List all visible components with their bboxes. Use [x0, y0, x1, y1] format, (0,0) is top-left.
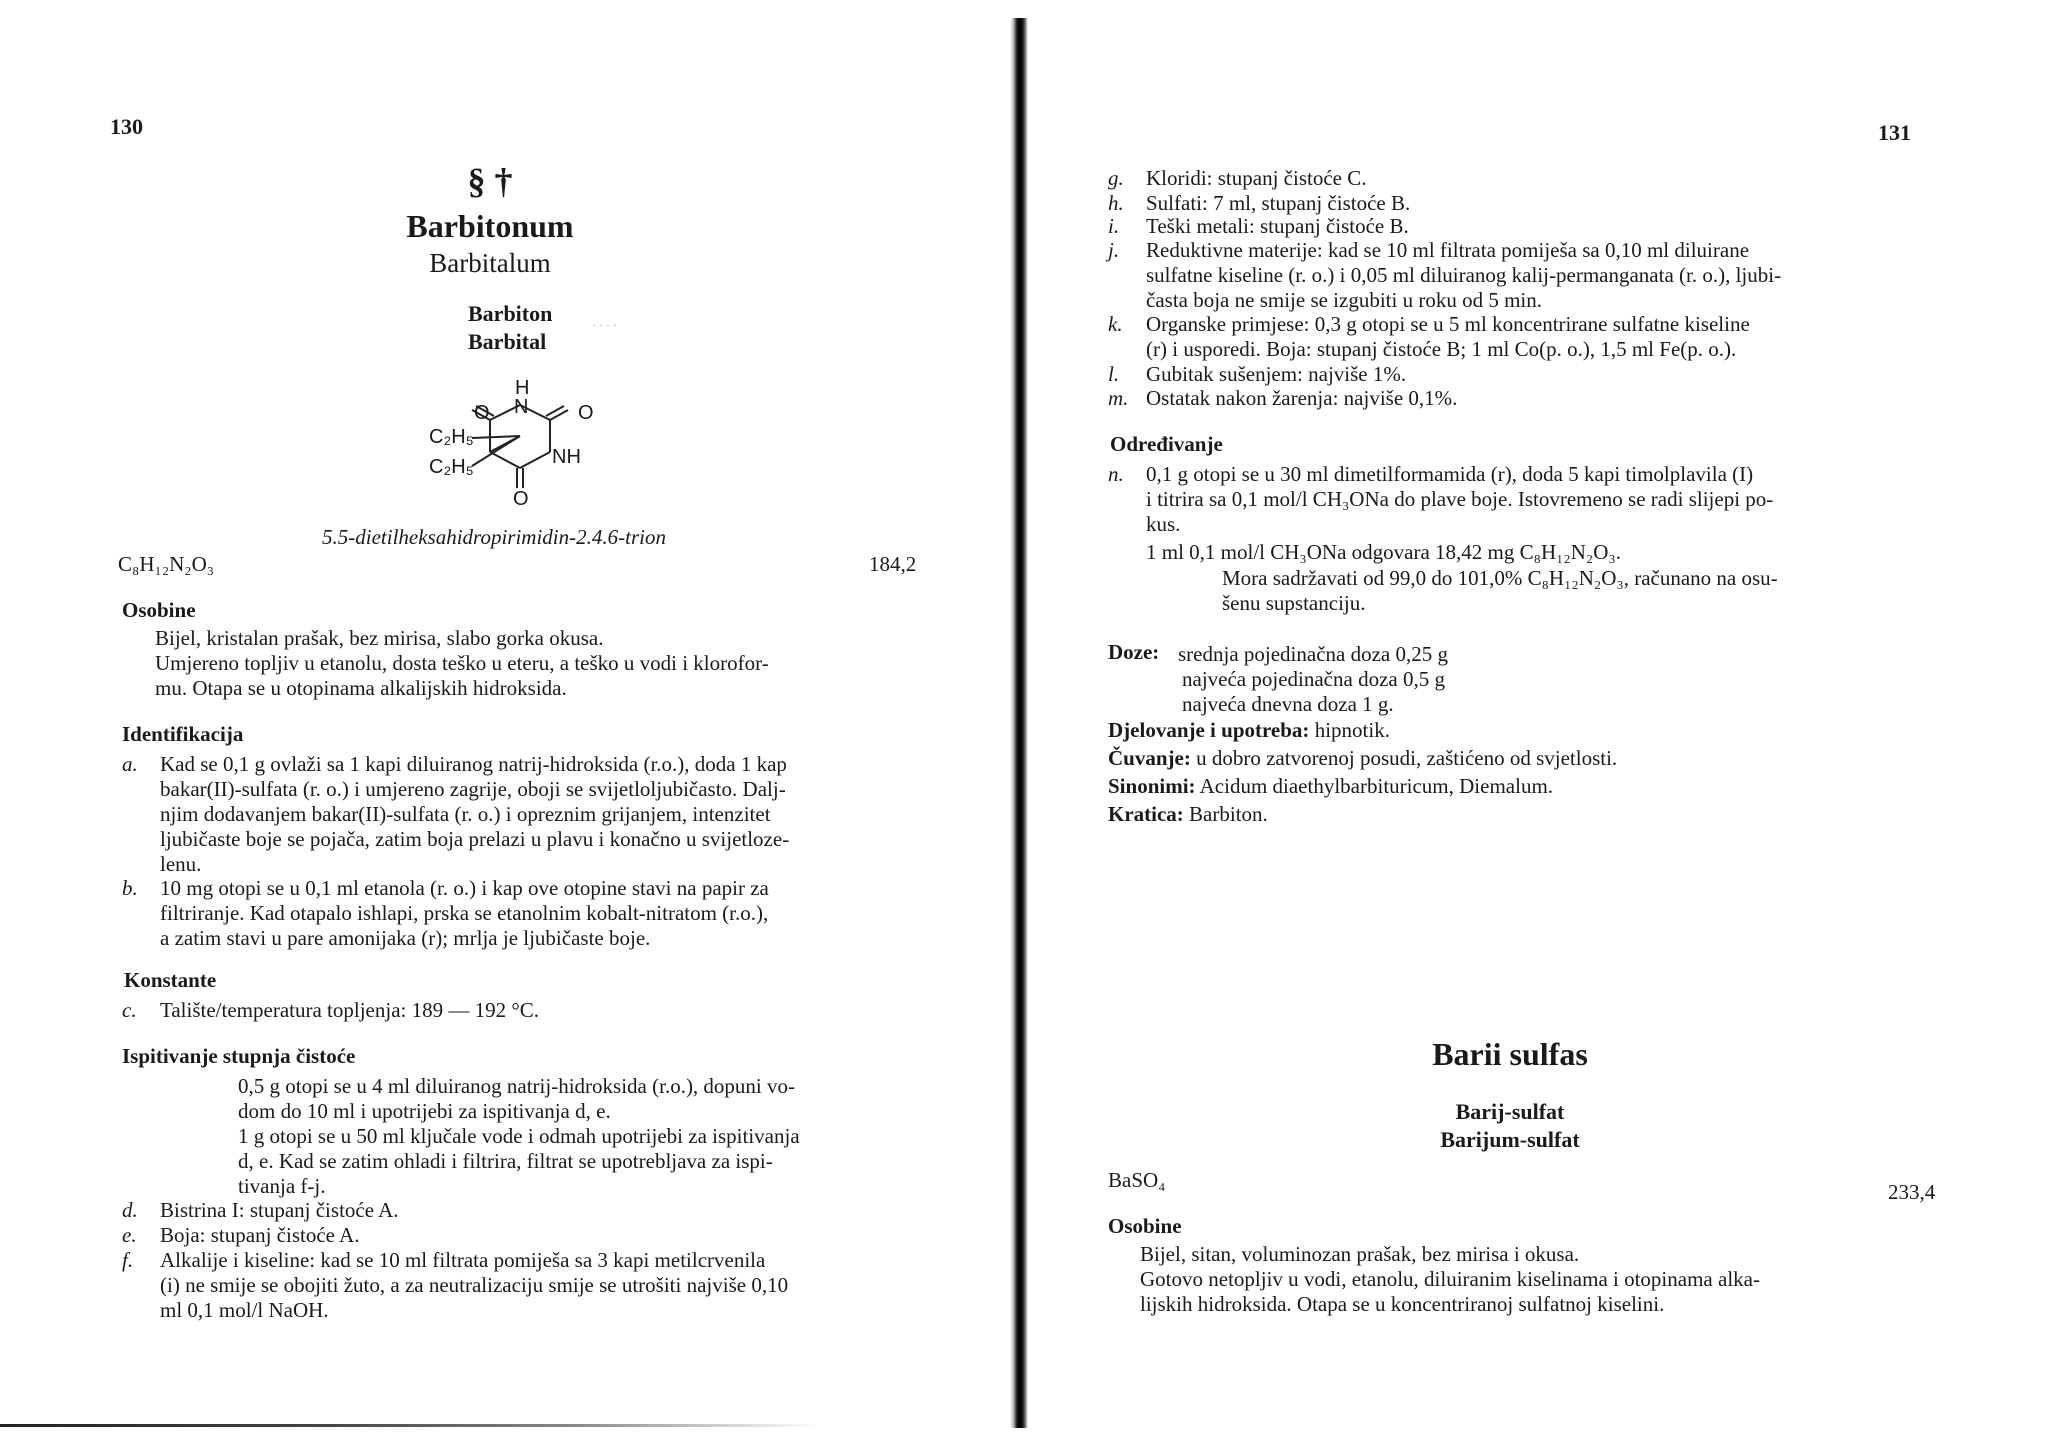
- barii-formula: BaSO₄: [1108, 1168, 1166, 1192]
- item-label: a.: [122, 752, 138, 776]
- text-line: Teški metali: stupanj čistoće B.: [1146, 214, 1409, 238]
- text-line: (i) ne smije se obojiti žuto, a za neutralizaciju smije se utrošiti najviše 0,10: [160, 1273, 789, 1297]
- text-line: Umjereno topljiv u etanolu, dosta teško u eteru, a teško u vodi i klorofor-: [155, 651, 769, 675]
- cuvanje-row: [1108, 746, 1617, 771]
- text-line: ljubičaste boje se pojača, zatim boja prelazi u plavu i konačno u svijetloze-: [160, 827, 790, 851]
- page-number: 131: [1878, 120, 1911, 145]
- scan-speck: · · · ·: [592, 318, 617, 332]
- text-line: 1 g otopi se u 50 ml ključale vode i odmah upotrijebi za ispitivanja: [238, 1124, 800, 1148]
- barii-osobine-text: [1140, 1242, 1950, 1317]
- molecular-formula: C₈H₁₂N₂O₃: [118, 552, 215, 576]
- cuvanje-text: u dobro zatvorenoj posudi, zaštićeno od svjetlosti.: [1196, 746, 1618, 770]
- test-item-l: [1108, 362, 1948, 387]
- item-label: i.: [1108, 214, 1120, 238]
- text-line: Kloridi: stupanj čistoće C.: [1146, 166, 1367, 190]
- section-heading-konstante: Konstante: [124, 968, 217, 992]
- synonym-item: Barijum-sulfat: [1440, 1127, 1580, 1152]
- doze-list: [1178, 642, 1448, 717]
- monograph-marks: § †: [467, 161, 513, 201]
- text-line: 10 mg otopi se u 0,1 ml etanola (r. o.) i kap ove otopine stavi na papir za: [160, 876, 769, 900]
- text-line: 0,1 g otopi se u 30 ml dimetilformamida (r), doda 5 kapi timolplavila (I): [1146, 462, 1754, 486]
- test-item-m: [1108, 386, 1948, 411]
- text-line: filtriranje. Kad otapalo ishlapi, prska se etanolnim kobalt-nitratom (r.o.),: [160, 901, 769, 925]
- item-label: l.: [1108, 362, 1120, 386]
- synonym-item: Barbital: [468, 329, 547, 354]
- text-line: dom do 10 ml i upotrijebi za ispitivanja d, e.: [238, 1099, 611, 1123]
- atom-n: N: [514, 396, 529, 418]
- text-line: Sulfati: 7 ml, stupanj čistoće B.: [1146, 191, 1411, 215]
- test-item-e: [122, 1223, 932, 1248]
- synonym-item: Barbiton: [468, 301, 553, 326]
- monograph-title-barii: Barii sulfas: [1432, 1036, 1588, 1072]
- item-label: g.: [1108, 166, 1124, 190]
- monograph-title: Barbitonum: [406, 208, 574, 244]
- monograph-latin-alt: Barbitalum: [429, 248, 551, 278]
- text-line: lijskih hidroksida. Otapa se u koncentriranoj sulfatnoj kiselini.: [1140, 1292, 1665, 1316]
- item-label: c.: [122, 998, 137, 1022]
- iupac-name: 5.5-dietilheksahidropirimidin-2.4.6-trion: [322, 525, 666, 549]
- item-label: h.: [1108, 191, 1124, 215]
- text-line: šenu supstanciju.: [1222, 591, 1366, 615]
- text-line: mu. Otapa se u otopinama alkalijskih hidroksida.: [155, 676, 567, 700]
- sinonimi-text: Acidum diaethylbarbituricum, Diemalum.: [1199, 774, 1554, 798]
- osobine-text: [155, 626, 925, 701]
- item-label: j.: [1108, 238, 1120, 262]
- test-item-h: [1108, 191, 1948, 216]
- text-line: sulfatne kiseline (r. o.) i 0,05 ml diluiranog kalij-permanganata (r. o.), ljubi-: [1146, 263, 1782, 287]
- djelovanje-label: Djelovanje i upotreba:: [1108, 718, 1310, 742]
- text-line: Reduktivne materije: kad se 10 ml filtrata pomiješa sa 0,10 ml diluirane: [1146, 238, 1750, 262]
- text-line: Kad se 0,1 g ovlaži sa 1 kapi diluiranog natrij-hidroksida (r.o.), doda 1 kap: [160, 752, 787, 776]
- text-line: kus.: [1146, 512, 1181, 536]
- text-line: Mora sadržavati od 99,0 do 101,0% C₈H₁₂N₂O₃, računano na osu-: [1222, 566, 1778, 590]
- ispitivanje-prep-2: [238, 1124, 928, 1199]
- text-line: njim dodavanjem bakar(II)-sulfata (r. o.) i opreznim grijanjem, intenzitet: [160, 802, 771, 826]
- kratica-label: Kratica:: [1108, 802, 1184, 826]
- atom-o-left: O: [474, 402, 490, 424]
- test-item-j: [1108, 238, 1948, 313]
- text-line: Organske primjese: 0,3 g otopi se u 5 ml koncentrirane sulfatne kiseline: [1146, 312, 1750, 336]
- dose-line: najveća dnevna doza 1 g.: [1182, 692, 1394, 716]
- text-line: Boja: stupanj čistoće A.: [160, 1223, 360, 1247]
- kratica-text: Barbiton.: [1189, 802, 1268, 826]
- cuvanje-label: Čuvanje:: [1108, 746, 1191, 770]
- text-line: Bijel, kristalan prašak, bez mirisa, slabo gorka okusa.: [155, 626, 604, 650]
- atom-o-bottom: O: [513, 488, 529, 510]
- test-item-d: [122, 1198, 932, 1223]
- test-item-n: [1108, 462, 1948, 537]
- dose-line: srednja pojedinačna doza 0,25 g: [1178, 642, 1448, 666]
- section-heading-ispitivanje: Ispitivanje stupnja čistoće: [122, 1044, 356, 1068]
- atom-h: H: [515, 377, 530, 399]
- synonym-list: [468, 300, 552, 356]
- text-line: i titrira sa 0,1 mol/l CH₃ONa do plave boje. Istovremeno se radi slijepi po-: [1146, 487, 1774, 511]
- doze-label: Doze:: [1108, 640, 1160, 664]
- text-line: d, e. Kad se zatim ohladi i filtrira, filtrat se upotrebljava za ispi-: [238, 1149, 773, 1173]
- test-item-k: [1108, 312, 1948, 362]
- sinonimi-row: [1108, 774, 1553, 799]
- text-line: lenu.: [160, 852, 202, 876]
- text-line: bakar(II)-sulfata (r. o.) i umjereno zagrije, oboji se svijetloljubičasto. Dalj-: [160, 777, 786, 801]
- page-number: 130: [110, 114, 143, 139]
- text-line: Bistrina I: stupanj čistoće A.: [160, 1198, 399, 1222]
- test-item-f: [122, 1248, 932, 1323]
- right-page: [1020, 0, 2048, 1448]
- test-item-g: [1108, 166, 1948, 191]
- molar-mass: 184,2: [869, 552, 917, 576]
- barii-mass: 233,4: [1888, 1180, 1936, 1204]
- djelovanje-row: [1108, 718, 1390, 743]
- item-label: e.: [122, 1223, 137, 1247]
- synonym-item: Barij-sulfat: [1455, 1099, 1565, 1124]
- test-item-i: [1108, 214, 1948, 239]
- item-label: d.: [122, 1198, 138, 1222]
- left-page: [0, 0, 1010, 1448]
- section-heading-osobine-barii: Osobine: [1108, 1214, 1182, 1238]
- kratica-row: [1108, 802, 1268, 827]
- section-heading-identifikacija: Identifikacija: [122, 722, 244, 746]
- item-label: f.: [122, 1248, 134, 1272]
- atom-o-right: O: [578, 402, 594, 424]
- equivalence-text: 1 ml 0,1 mol/l CH₃ONa odgovara 18,42 mg C₈H₁₂N₂O₃.: [1146, 540, 1621, 564]
- text-line: Gotovo netopljiv u vodi, etanolu, diluiranim kiselinama i otopinama alka-: [1140, 1267, 1760, 1291]
- text-line: ml 0,1 mol/l NaOH.: [160, 1298, 329, 1322]
- djelovanje-text: hipnotik.: [1314, 718, 1390, 742]
- content-requirement: [1222, 566, 1946, 616]
- text-line: Gubitak sušenjem: najviše 1%.: [1146, 362, 1407, 386]
- text-line: 0,5 g otopi se u 4 ml diluiranog natrij-hidroksida (r.o.), dopuni vo-: [238, 1074, 796, 1098]
- sinonimi-label: Sinonimi:: [1108, 774, 1196, 798]
- section-heading-odredivanje: Određivanje: [1110, 432, 1223, 456]
- text-line: Ostatak nakon žarenja: najviše 0,1%.: [1146, 386, 1458, 410]
- item-label: k.: [1108, 312, 1123, 336]
- text-line: a zatim stavi u pare amonijaka (r); mrlja je ljubičaste boje.: [160, 926, 651, 950]
- section-heading-osobine: Osobine: [122, 598, 196, 622]
- barii-synonym-list: [1280, 1098, 1740, 1154]
- test-item-a: [122, 752, 932, 877]
- dose-line: najveća pojedinačna doza 0,5 g: [1182, 667, 1445, 691]
- text-line: Talište/temperatura topljenja: 189 — 192 °C.: [160, 998, 540, 1022]
- atom-nh: NH: [552, 446, 581, 468]
- group-c2h5-top: C₂H₅: [429, 426, 474, 448]
- item-label: b.: [122, 876, 138, 900]
- item-label: m.: [1108, 386, 1129, 410]
- group-c2h5-bottom: C₂H₅: [429, 456, 474, 478]
- text-line: (r) i usporedi. Boja: stupanj čistoće B; 1 ml Co(p. o.), 1,5 ml Fe(p. o.).: [1146, 337, 1737, 361]
- text-line: Bijel, sitan, voluminozan prašak, bez mirisa i okusa.: [1140, 1242, 1580, 1266]
- test-item-c: [122, 998, 932, 1023]
- text-line: časta boja ne smije se izgubiti u roku od 5 min.: [1146, 288, 1543, 312]
- text-line: tivanja f-j.: [238, 1174, 326, 1198]
- text-line: Alkalije i kiseline: kad se 10 ml filtrata pomiješa sa 3 kapi metilcrvenila: [160, 1248, 766, 1272]
- ispitivanje-prep-1: [238, 1074, 928, 1124]
- item-label: n.: [1108, 462, 1124, 486]
- test-item-b: [122, 876, 932, 951]
